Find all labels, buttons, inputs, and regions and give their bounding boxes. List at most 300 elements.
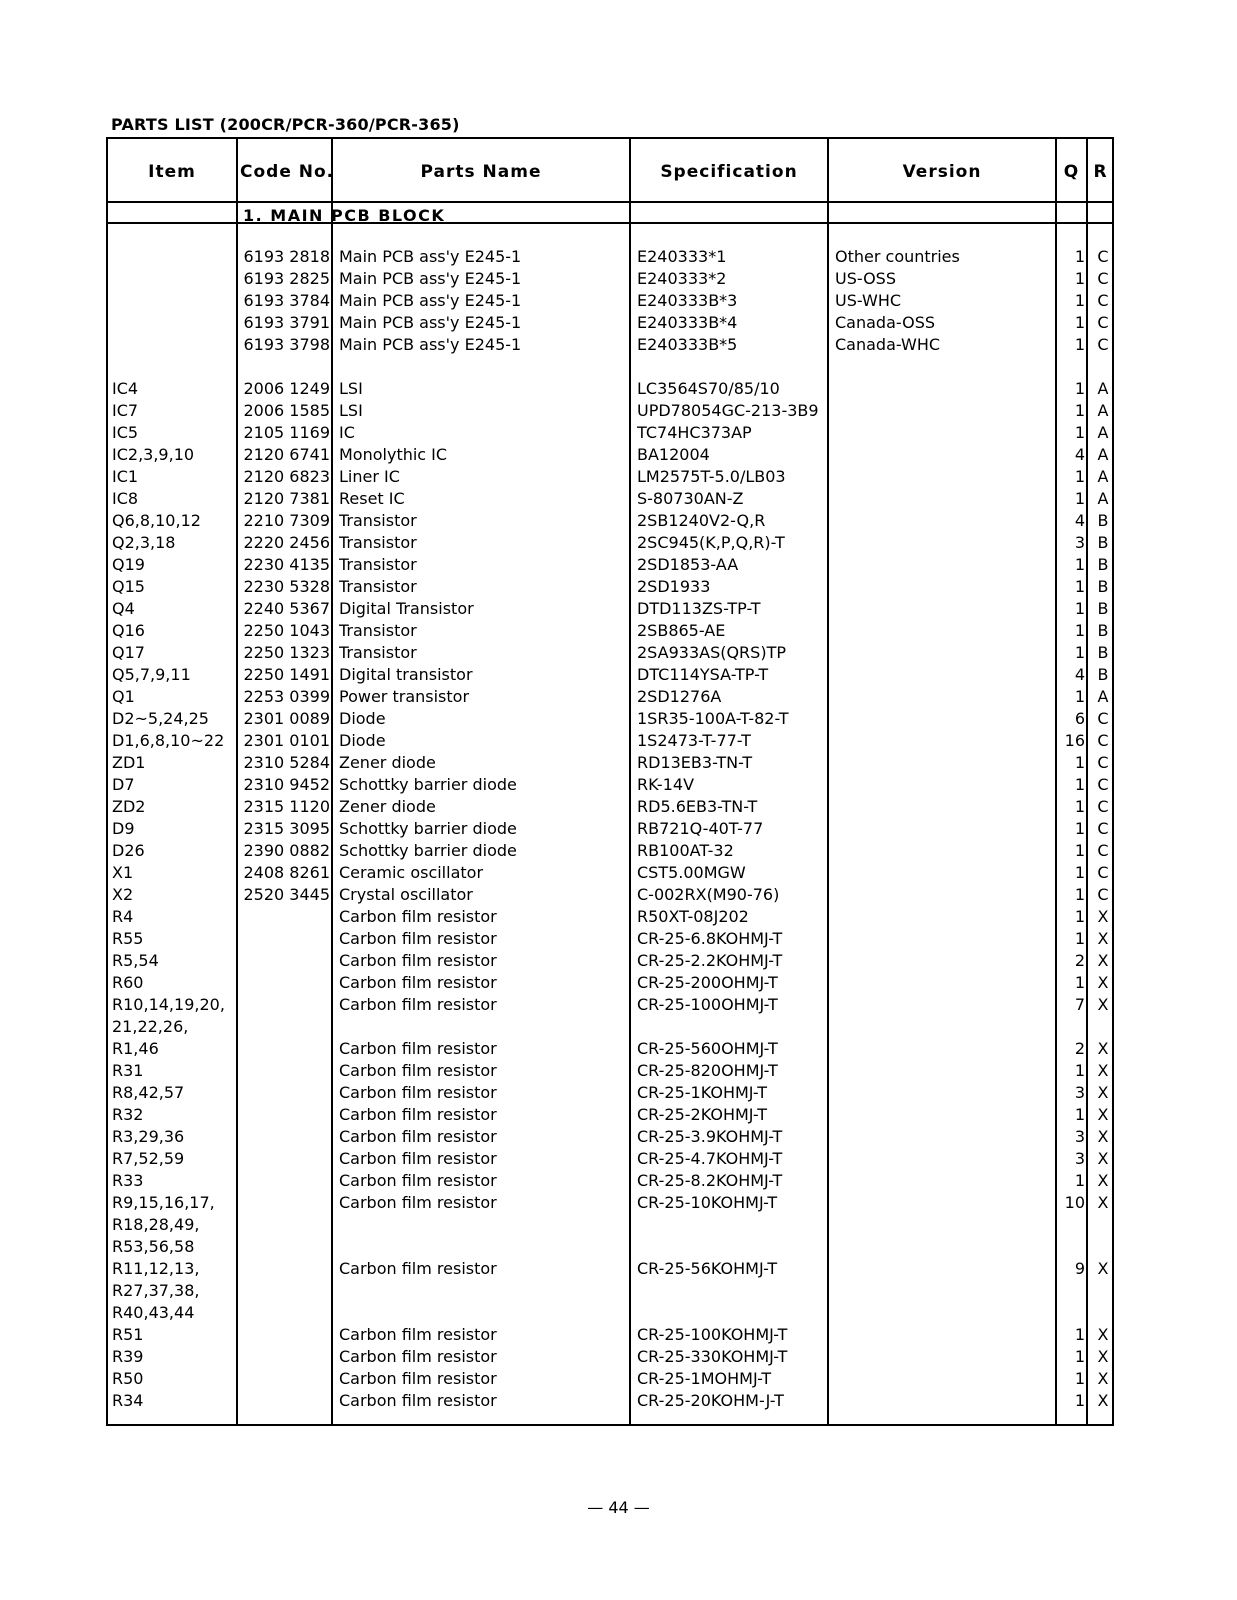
table-row <box>108 686 1112 708</box>
table-row <box>108 906 1112 928</box>
specification-cell: RD5.6EB3-TN-T <box>637 797 758 816</box>
version-cell: US-OSS <box>835 269 896 288</box>
rank-cell: B <box>1097 643 1109 662</box>
rank-cell: X <box>1097 1325 1109 1344</box>
parts-name-cell: Carbon film resistor <box>339 1193 497 1212</box>
table-row <box>108 840 1112 862</box>
specification-cell: 2SB1240V2-Q,R <box>637 511 766 530</box>
rank-cell: B <box>1097 621 1109 640</box>
specification-cell: CR-25-2.2KOHMJ-T <box>637 951 783 970</box>
quantity-cell: 1 <box>1074 247 1085 266</box>
quantity-cell: 1 <box>1074 555 1085 574</box>
parts-name-cell: Transistor <box>339 555 417 574</box>
code-cell: 2390 0882 <box>243 841 330 860</box>
item-cell: X2 <box>112 885 134 904</box>
rank-cell: X <box>1097 1105 1109 1124</box>
item-cell: D9 <box>112 819 135 838</box>
table-row <box>108 1038 1112 1060</box>
specification-cell: 1S2473-T-77-T <box>637 731 751 750</box>
parts-name-cell: Diode <box>339 709 386 728</box>
table-row <box>108 1258 1112 1280</box>
item-cell: R50 <box>112 1369 144 1388</box>
quantity-cell: 1 <box>1074 401 1085 420</box>
parts-name-cell: Carbon film resistor <box>339 907 497 926</box>
table-row <box>108 818 1112 840</box>
specification-cell: 2SB865-AE <box>637 621 726 640</box>
code-cell: 2120 6823 <box>243 467 330 486</box>
quantity-cell: 3 <box>1074 533 1085 552</box>
quantity-cell: 1 <box>1074 753 1085 772</box>
rank-cell: X <box>1097 1149 1109 1168</box>
parts-name-cell: Carbon film resistor <box>339 1347 497 1366</box>
parts-name-cell: Digital transistor <box>339 665 473 684</box>
quantity-cell: 4 <box>1074 665 1085 684</box>
rank-cell: X <box>1097 951 1109 970</box>
item-cell: D26 <box>112 841 145 860</box>
quantity-cell: 1 <box>1074 929 1085 948</box>
specification-cell: E240333B*5 <box>637 335 738 354</box>
parts-name-cell: Digital Transistor <box>339 599 474 618</box>
quantity-cell: 4 <box>1074 511 1085 530</box>
specification-cell: TC74HC373AP <box>637 423 752 442</box>
table-row <box>108 1126 1112 1148</box>
specification-cell: 1SR35-100A-T-82-T <box>637 709 789 728</box>
header-r: R <box>1093 162 1108 182</box>
parts-name-cell: Transistor <box>339 577 417 596</box>
item-cell: D2~5,24,25 <box>112 709 209 728</box>
table-row <box>108 928 1112 950</box>
rank-cell: X <box>1097 995 1109 1014</box>
table-row <box>108 1236 1112 1258</box>
version-cell: US-WHC <box>835 291 902 310</box>
table-row <box>108 1170 1112 1192</box>
code-cell: 2520 3445 <box>243 885 330 904</box>
table-row <box>108 774 1112 796</box>
table-row <box>108 312 1112 334</box>
specification-cell: CR-25-820OHMJ-T <box>637 1061 778 1080</box>
specification-cell: RD13EB3-TN-T <box>637 753 753 772</box>
item-cell: R1,46 <box>112 1039 159 1058</box>
rank-cell: C <box>1097 885 1109 904</box>
parts-name-cell: Main PCB ass'y E245-1 <box>339 247 522 266</box>
quantity-cell: 1 <box>1074 489 1085 508</box>
table-row <box>108 862 1112 884</box>
parts-name-cell: Carbon film resistor <box>339 1391 497 1410</box>
rank-cell: A <box>1097 489 1109 508</box>
item-cell: IC2,3,9,10 <box>112 445 195 464</box>
code-cell: 2120 7381 <box>243 489 330 508</box>
item-cell: ZD2 <box>112 797 146 816</box>
rank-cell: A <box>1097 467 1109 486</box>
header-specification: Specification <box>660 162 798 182</box>
rank-cell: A <box>1097 379 1109 398</box>
item-cell: R60 <box>112 973 144 992</box>
table-row <box>108 796 1112 818</box>
rank-cell: X <box>1097 1061 1109 1080</box>
parts-name-cell: Main PCB ass'y E245-1 <box>339 291 522 310</box>
rank-cell: C <box>1097 269 1109 288</box>
parts-name-cell: Crystal oscillator <box>339 885 473 904</box>
table-row <box>108 444 1112 466</box>
item-cell: R53,56,58 <box>112 1237 195 1256</box>
quantity-cell: 10 <box>1064 1193 1085 1212</box>
rank-cell: C <box>1097 247 1109 266</box>
specification-cell: CR-25-8.2KOHMJ-T <box>637 1171 783 1190</box>
code-cell: 2006 1585 <box>243 401 330 420</box>
item-cell: Q16 <box>112 621 145 640</box>
quantity-cell: 1 <box>1074 885 1085 904</box>
parts-name-cell: Carbon film resistor <box>339 1369 497 1388</box>
rank-cell: X <box>1097 1039 1109 1058</box>
version-cell: Other countries <box>835 247 960 266</box>
item-cell: IC4 <box>112 379 139 398</box>
quantity-cell: 1 <box>1074 973 1085 992</box>
item-cell: R51 <box>112 1325 144 1344</box>
specification-cell: CR-25-100KOHMJ-T <box>637 1325 788 1344</box>
code-cell: 2315 1120 <box>243 797 330 816</box>
item-cell: Q6,8,10,12 <box>112 511 201 530</box>
parts-name-cell: Schottky barrier diode <box>339 775 517 794</box>
page-number: — 44 — <box>587 1498 650 1517</box>
parts-name-cell: Carbon film resistor <box>339 1149 497 1168</box>
quantity-cell: 9 <box>1074 1259 1085 1278</box>
item-cell: Q15 <box>112 577 145 596</box>
table-row <box>108 1368 1112 1390</box>
specification-cell: BA12004 <box>637 445 710 464</box>
table-row <box>108 1324 1112 1346</box>
parts-name-cell: Carbon film resistor <box>339 973 497 992</box>
specification-cell: CR-25-330KOHMJ-T <box>637 1347 788 1366</box>
item-cell: R11,12,13, <box>112 1259 200 1278</box>
table-row <box>108 1280 1112 1302</box>
specification-cell: 2SA933AS(QRS)TP <box>637 643 786 662</box>
parts-name-cell: Main PCB ass'y E245-1 <box>339 313 522 332</box>
code-cell: 2310 5284 <box>243 753 330 772</box>
item-cell: R10,14,19,20, <box>112 995 225 1014</box>
rank-cell: X <box>1097 929 1109 948</box>
item-cell: R31 <box>112 1061 144 1080</box>
quantity-cell: 1 <box>1074 599 1085 618</box>
parts-name-cell: Transistor <box>339 643 417 662</box>
item-cell: R8,42,57 <box>112 1083 185 1102</box>
code-cell: 6193 3784 <box>243 291 330 310</box>
quantity-cell: 1 <box>1074 1061 1085 1080</box>
item-cell: IC7 <box>112 401 139 420</box>
parts-name-cell: LSI <box>339 379 363 398</box>
quantity-cell: 3 <box>1074 1149 1085 1168</box>
rank-cell: C <box>1097 313 1109 332</box>
item-cell: Q2,3,18 <box>112 533 176 552</box>
specification-cell: E240333B*3 <box>637 291 738 310</box>
quantity-cell: 3 <box>1074 1083 1085 1102</box>
item-cell: R39 <box>112 1347 144 1366</box>
quantity-cell: 1 <box>1074 379 1085 398</box>
item-cell: D1,6,8,10~22 <box>112 731 225 750</box>
table-row <box>108 752 1112 774</box>
table-row <box>108 884 1112 906</box>
item-cell: R32 <box>112 1105 144 1124</box>
item-cell: Q1 <box>112 687 135 706</box>
table-row <box>108 290 1112 312</box>
rank-cell: C <box>1097 335 1109 354</box>
rank-cell: X <box>1097 1369 1109 1388</box>
rank-cell: X <box>1097 1259 1109 1278</box>
quantity-cell: 1 <box>1074 907 1085 926</box>
specification-cell: E240333*1 <box>637 247 727 266</box>
code-cell: 2230 4135 <box>243 555 330 574</box>
item-cell: Q5,7,9,11 <box>112 665 191 684</box>
code-cell: 6193 3791 <box>243 313 330 332</box>
quantity-cell: 1 <box>1074 577 1085 596</box>
specification-cell: CR-25-560OHMJ-T <box>637 1039 778 1058</box>
code-cell: 2250 1491 <box>243 665 330 684</box>
item-cell: X1 <box>112 863 134 882</box>
specification-cell: RB721Q-40T-77 <box>637 819 764 838</box>
parts-name-cell: Transistor <box>339 533 417 552</box>
rank-cell: C <box>1097 291 1109 310</box>
table-row <box>108 994 1112 1016</box>
header-item: Item <box>148 162 196 182</box>
item-cell: R9,15,16,17, <box>112 1193 215 1212</box>
rank-cell: B <box>1097 577 1109 596</box>
specification-cell: CR-25-4.7KOHMJ-T <box>637 1149 783 1168</box>
table-row <box>108 1346 1112 1368</box>
parts-name-cell: Main PCB ass'y E245-1 <box>339 335 522 354</box>
quantity-cell: 1 <box>1074 775 1085 794</box>
item-cell: R7,52,59 <box>112 1149 185 1168</box>
table-row <box>108 532 1112 554</box>
code-cell: 6193 3798 <box>243 335 330 354</box>
code-cell: 2105 1169 <box>243 423 330 442</box>
item-cell: IC5 <box>112 423 139 442</box>
item-cell: ZD1 <box>112 753 146 772</box>
rank-cell: X <box>1097 1171 1109 1190</box>
code-cell: 2120 6741 <box>243 445 330 464</box>
quantity-cell: 1 <box>1074 1325 1085 1344</box>
table-row <box>108 1148 1112 1170</box>
specification-cell: CR-25-20KOHM-J-T <box>637 1391 784 1410</box>
code-cell: 2301 0089 <box>243 709 330 728</box>
item-cell: Q17 <box>112 643 145 662</box>
item-cell: R33 <box>112 1171 144 1190</box>
item-cell: R27,37,38, <box>112 1281 200 1300</box>
parts-name-cell: Carbon film resistor <box>339 1259 497 1278</box>
table-row <box>108 950 1112 972</box>
table-row <box>108 620 1112 642</box>
specification-cell: E240333B*4 <box>637 313 738 332</box>
parts-name-cell: Diode <box>339 731 386 750</box>
specification-cell: 2SD1933 <box>637 577 711 596</box>
parts-name-cell: Carbon film resistor <box>339 1039 497 1058</box>
quantity-cell: 1 <box>1074 797 1085 816</box>
item-cell: R18,28,49, <box>112 1215 200 1234</box>
parts-name-cell: Carbon film resistor <box>339 995 497 1014</box>
specification-cell: CR-25-1KOHMJ-T <box>637 1083 767 1102</box>
quantity-cell: 2 <box>1074 951 1085 970</box>
rank-cell: A <box>1097 445 1109 464</box>
specification-cell: CR-25-6.8KOHMJ-T <box>637 929 783 948</box>
table-row <box>108 356 1112 378</box>
quantity-cell: 1 <box>1074 819 1085 838</box>
rank-cell: X <box>1097 973 1109 992</box>
quantity-cell: 1 <box>1074 313 1085 332</box>
item-cell: IC8 <box>112 489 139 508</box>
parts-name-cell: Power transistor <box>339 687 470 706</box>
rank-cell: C <box>1097 753 1109 772</box>
specification-cell: S-80730AN-Z <box>637 489 744 508</box>
code-cell: 2408 8261 <box>243 863 330 882</box>
parts-rows <box>108 246 1112 1412</box>
specification-cell: 2SC945(K,P,Q,R)-T <box>637 533 785 552</box>
parts-name-cell: Carbon film resistor <box>339 1083 497 1102</box>
item-cell: D7 <box>112 775 135 794</box>
parts-name-cell: Zener diode <box>339 797 436 816</box>
code-cell: 2310 9452 <box>243 775 330 794</box>
item-cell: R34 <box>112 1391 144 1410</box>
table-row <box>108 1060 1112 1082</box>
specification-cell: LM2575T-5.0/LB03 <box>637 467 786 486</box>
parts-name-cell: Main PCB ass'y E245-1 <box>339 269 522 288</box>
table-row <box>108 598 1112 620</box>
code-cell: 6193 2825 <box>243 269 330 288</box>
table-row <box>108 576 1112 598</box>
item-cell: Q4 <box>112 599 135 618</box>
parts-name-cell: Transistor <box>339 621 417 640</box>
code-cell: 2220 2456 <box>243 533 330 552</box>
code-cell: 2006 1249 <box>243 379 330 398</box>
parts-name-cell: Zener diode <box>339 753 436 772</box>
table-row <box>108 972 1112 994</box>
quantity-cell: 1 <box>1074 467 1085 486</box>
version-cell: Canada-OSS <box>835 313 936 332</box>
version-cell: Canada-WHC <box>835 335 941 354</box>
specification-cell: CR-25-56KOHMJ-T <box>637 1259 778 1278</box>
parts-name-cell: Reset IC <box>339 489 405 508</box>
rank-cell: B <box>1097 533 1109 552</box>
table-row <box>108 1302 1112 1324</box>
quantity-cell: 1 <box>1074 1171 1085 1190</box>
table-row <box>108 642 1112 664</box>
item-cell: Q19 <box>112 555 145 574</box>
parts-name-cell: Carbon film resistor <box>339 1061 497 1080</box>
rank-cell: X <box>1097 1193 1109 1212</box>
code-cell: 2253 0399 <box>243 687 330 706</box>
parts-name-cell: IC <box>339 423 355 442</box>
table-row <box>108 554 1112 576</box>
quantity-cell: 1 <box>1074 335 1085 354</box>
table-row <box>108 708 1112 730</box>
parts-name-cell: Carbon film resistor <box>339 929 497 948</box>
table-row <box>108 400 1112 422</box>
header-parts-name: Parts Name <box>420 162 542 182</box>
table-row <box>108 246 1112 268</box>
page-title: PARTS LIST (200CR/PCR-360/PCR-365) <box>111 115 460 134</box>
specification-cell: CR-25-100OHMJ-T <box>637 995 778 1014</box>
rank-cell: C <box>1097 797 1109 816</box>
quantity-cell: 1 <box>1074 1347 1085 1366</box>
table-row <box>108 510 1112 532</box>
specification-cell: DTD113ZS-TP-T <box>637 599 761 618</box>
item-cell: R55 <box>112 929 144 948</box>
header-version: Version <box>902 162 982 182</box>
table-row <box>108 488 1112 510</box>
rank-cell: B <box>1097 599 1109 618</box>
code-cell: 2250 1043 <box>243 621 330 640</box>
table-row <box>108 268 1112 290</box>
code-cell: 2250 1323 <box>243 643 330 662</box>
parts-name-cell: Carbon film resistor <box>339 1171 497 1190</box>
item-cell: 21,22,26, <box>112 1017 189 1036</box>
specification-cell: CR-25-10KOHMJ-T <box>637 1193 778 1212</box>
specification-cell: E240333*2 <box>637 269 727 288</box>
rank-cell: C <box>1097 709 1109 728</box>
quantity-cell: 1 <box>1074 291 1085 310</box>
specification-cell: 2SD1276A <box>637 687 722 706</box>
rank-cell: B <box>1097 665 1109 684</box>
rank-cell: C <box>1097 863 1109 882</box>
section-title: 1. MAIN PCB BLOCK <box>243 206 446 225</box>
parts-name-cell: Carbon film resistor <box>339 1127 497 1146</box>
header-code: Code No. <box>240 162 335 182</box>
specification-cell: LC3564S70/85/10 <box>637 379 780 398</box>
table-row <box>108 1214 1112 1236</box>
table-row <box>108 1390 1112 1412</box>
quantity-cell: 16 <box>1064 731 1085 750</box>
rank-cell: B <box>1097 511 1109 530</box>
rank-cell: A <box>1097 423 1109 442</box>
parts-name-cell: Transistor <box>339 511 417 530</box>
quantity-cell: 1 <box>1074 1369 1085 1388</box>
parts-name-cell: Schottky barrier diode <box>339 841 517 860</box>
specification-cell: C-002RX(M90-76) <box>637 885 780 904</box>
quantity-cell: 1 <box>1074 1391 1085 1410</box>
item-cell: R40,43,44 <box>112 1303 195 1322</box>
item-cell: IC1 <box>112 467 139 486</box>
rank-cell: X <box>1097 1083 1109 1102</box>
rank-cell: X <box>1097 907 1109 926</box>
rank-cell: X <box>1097 1127 1109 1146</box>
rank-cell: X <box>1097 1347 1109 1366</box>
specification-cell: 2SD1853-AA <box>637 555 739 574</box>
table-row <box>108 422 1112 444</box>
quantity-cell: 3 <box>1074 1127 1085 1146</box>
code-cell: 2230 5328 <box>243 577 330 596</box>
specification-cell: CR-25-3.9KOHMJ-T <box>637 1127 783 1146</box>
table-row <box>108 466 1112 488</box>
quantity-cell: 1 <box>1074 621 1085 640</box>
table-row <box>108 1082 1112 1104</box>
code-cell: 2301 0101 <box>243 731 330 750</box>
rank-cell: C <box>1097 841 1109 860</box>
specification-cell: CR-25-1MOHMJ-T <box>637 1369 772 1388</box>
rank-cell: X <box>1097 1391 1109 1410</box>
specification-cell: RK-14V <box>637 775 695 794</box>
parts-name-cell: Monolythic IC <box>339 445 448 464</box>
quantity-cell: 2 <box>1074 1039 1085 1058</box>
specification-cell: CST5.00MGW <box>637 863 746 882</box>
rank-cell: B <box>1097 555 1109 574</box>
code-cell: 2240 5367 <box>243 599 330 618</box>
quantity-cell: 1 <box>1074 643 1085 662</box>
table-row <box>108 1192 1112 1214</box>
parts-name-cell: Carbon film resistor <box>339 1105 497 1124</box>
table-row <box>108 1104 1112 1126</box>
parts-name-cell: Ceramic oscillator <box>339 863 484 882</box>
rank-cell: C <box>1097 731 1109 750</box>
table-row <box>108 378 1112 400</box>
parts-name-cell: Liner IC <box>339 467 400 486</box>
specification-cell: DTC114YSA-TP-T <box>637 665 769 684</box>
